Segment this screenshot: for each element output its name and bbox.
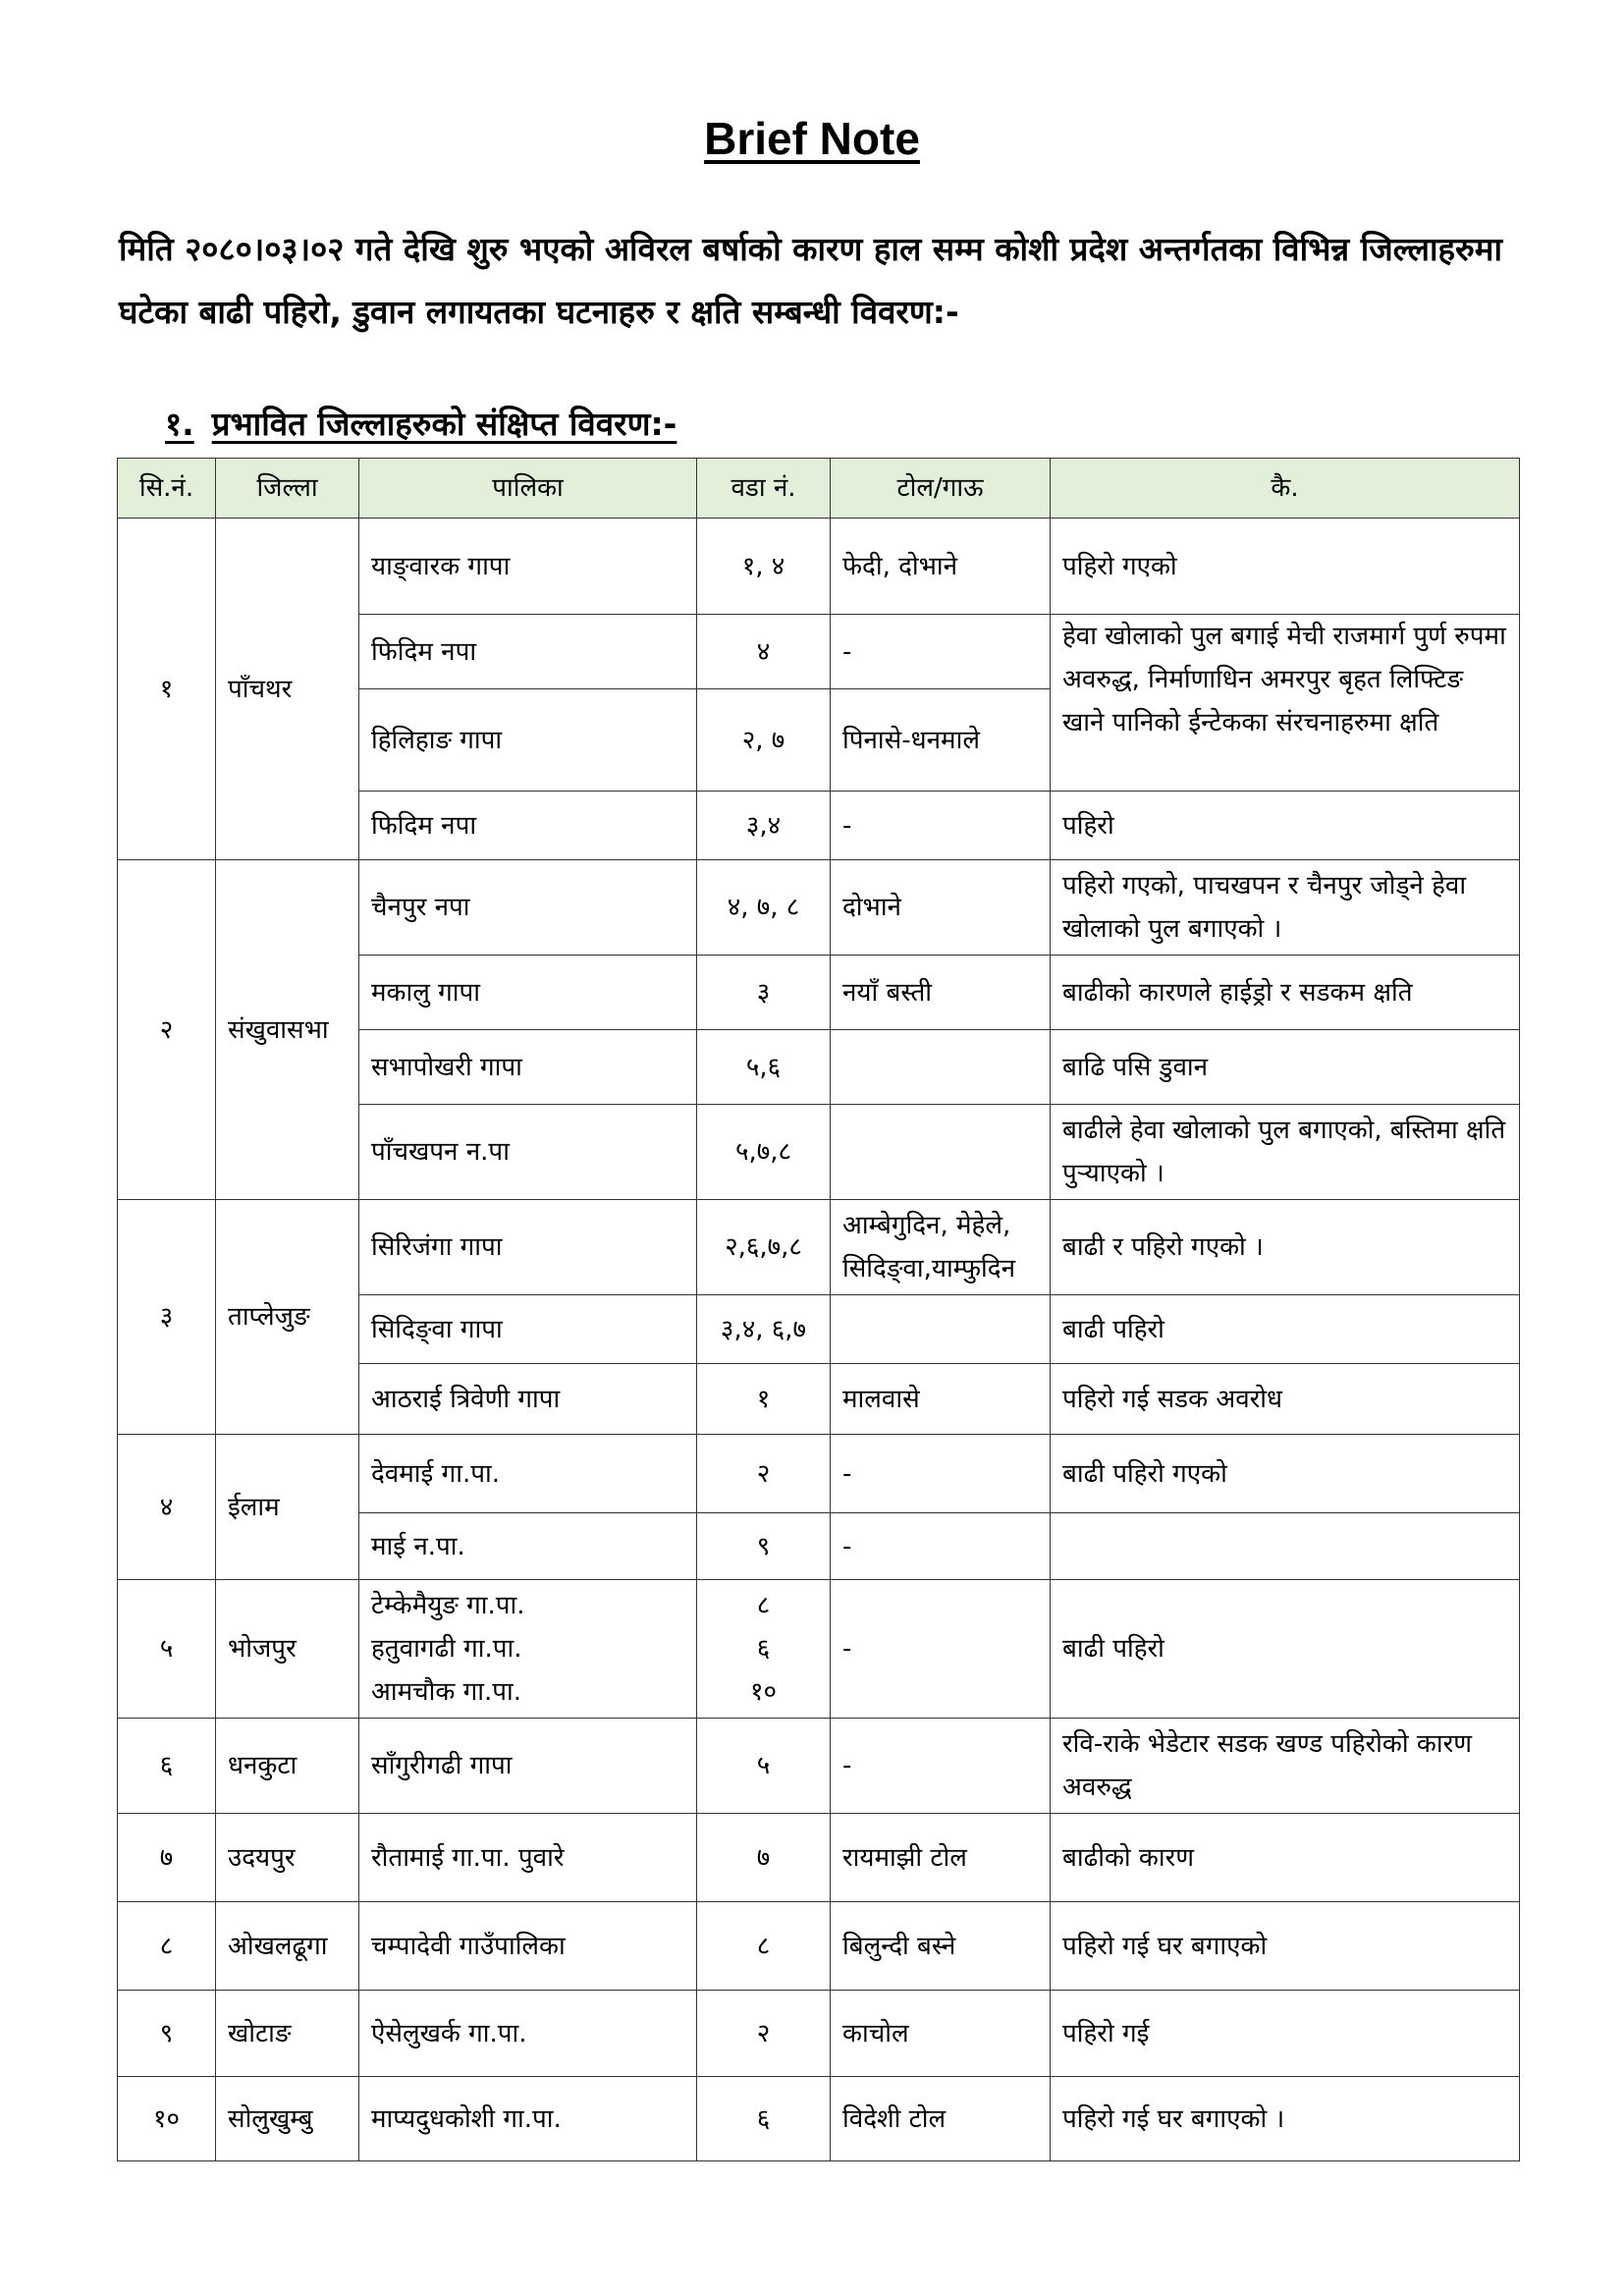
affected-districts-table [117, 458, 1520, 2161]
header-sn: सि.नं. [118, 459, 216, 519]
cell-sn: ३ [118, 1200, 216, 1435]
cell-remarks: पहिरो गई घर बगाएको [1051, 1902, 1520, 1991]
cell-ward: २ [697, 1991, 831, 2077]
cell-sn: ४ [118, 1435, 216, 1580]
cell-tole: आम्बेगुदिन, मेहेले, सिदिङ्वा,याम्फुदिन [831, 1200, 1051, 1295]
cell-district: धनकुटा [216, 1719, 359, 1814]
cell-sn: ७ [118, 1814, 216, 1902]
cell-remarks: हेवा खोलाको पुल बगाई मेची राजमार्ग पुर्ण रुपमा अवरुद्ध, निर्माणाधिन अमरपुर बृहत लिफ्टिङ खाने पानिको ईन्टेकका संरचनाहरुमा क्षति [1051, 615, 1520, 792]
cell-palika: मकालु गापा [359, 956, 697, 1030]
palika-line: हतुवागढी गा.पा. [371, 1634, 522, 1664]
cell-tole: मालवासे [831, 1364, 1051, 1435]
page-title: Brief Note [704, 113, 920, 164]
cell-tole: बिलुन्दी बस्ने [831, 1902, 1051, 1991]
cell-tole: फेदी, दोभाने [831, 519, 1051, 615]
table-row [118, 1719, 1520, 1814]
cell-tole: - [831, 792, 1051, 860]
cell-tole: विदेशी टोल [831, 2077, 1051, 2161]
cell-remarks: बाढी पहिरो गएको [1051, 1435, 1520, 1513]
table-row [118, 519, 1520, 615]
cell-remarks: पहिरो गएको, पाचखपन र चैनपुर जोड्ने हेवा खोलाको पुल बगाएको । [1051, 860, 1520, 956]
cell-palika: देवमाई गा.पा. [359, 1435, 697, 1513]
header-district: जिल्ला [216, 459, 359, 519]
cell-remarks: पहिरो गई घर बगाएको । [1051, 2077, 1520, 2161]
cell-palika: याङ्वारक गापा [359, 519, 697, 615]
cell-sn: ९ [118, 1991, 216, 2077]
cell-palika: चम्पादेवी गाउँपालिका [359, 1902, 697, 1991]
cell-ward: ९ [697, 1513, 831, 1580]
cell-remarks: बाढी र पहिरो गएको । [1051, 1200, 1520, 1295]
cell-remarks [1051, 1513, 1520, 1580]
cell-remarks: पहिरो [1051, 792, 1520, 860]
cell-district: उदयपुर [216, 1814, 359, 1902]
ward-line: ८ [756, 1591, 771, 1620]
ward-line: ६ [756, 1634, 771, 1664]
table-row [118, 1580, 1520, 1719]
cell-district: संखुवासभा [216, 860, 359, 1200]
header-remarks: कै. [1051, 459, 1520, 519]
cell-ward: १, ४ [697, 519, 831, 615]
header-palika: पालिका [359, 459, 697, 519]
cell-remarks: बाढीको कारण [1051, 1814, 1520, 1902]
cell-remarks: बाढीले हेवा खोलाको पुल बगाएको, बस्तिमा क्षति पुऱ्याएको । [1051, 1105, 1520, 1200]
cell-ward: ६ [697, 2077, 831, 2161]
cell-district: पाँचथर [216, 519, 359, 860]
cell-palika: रौतामाई गा.पा. पुवारे [359, 1814, 697, 1902]
cell-tole: नयाँ बस्ती [831, 956, 1051, 1030]
cell-tole: रायमाझी टोल [831, 1814, 1051, 1902]
cell-remarks: बाढी पहिरो [1051, 1580, 1520, 1719]
cell-palika: फिदिम नपा [359, 792, 697, 860]
cell-remarks: रवि-राके भेडेटार सडक खण्ड पहिरोको कारण अवरुद्ध [1051, 1719, 1520, 1814]
cell-remarks: पहिरो गई सडक अवरोध [1051, 1364, 1520, 1435]
table-row [118, 1814, 1520, 1902]
cell-sn: ६ [118, 1719, 216, 1814]
cell-ward: ४ [697, 615, 831, 689]
header-ward: वडा नं. [697, 459, 831, 519]
cell-district: ओखलढूगा [216, 1902, 359, 1991]
table-header-row [118, 459, 1520, 519]
cell-ward: ३,४ [697, 792, 831, 860]
cell-ward: ५,६ [697, 1030, 831, 1105]
cell-tole [831, 1295, 1051, 1364]
cell-tole [831, 1030, 1051, 1105]
cell-tole: - [831, 1435, 1051, 1513]
table-row [118, 2077, 1520, 2161]
cell-district: सोलुखुम्बु [216, 2077, 359, 2161]
cell-ward: ३ [697, 956, 831, 1030]
section-title: प्रभावित जिल्लाहरुको संक्षिप्त विवरण:- [211, 405, 677, 443]
cell-sn: ८ [118, 1902, 216, 1991]
cell-ward: २, ७ [697, 689, 831, 792]
cell-palika: माप्यदुधकोशी गा.पा. [359, 2077, 697, 2161]
cell-tole: - [831, 1719, 1051, 1814]
cell-remarks: बाढि पसि डुवान [1051, 1030, 1520, 1105]
intro-paragraph: मिति २०८०।०३।०२ गते देखि शुरु भएको अविरल बर्षाको कारण हाल सम्म कोशी प्रदेश अन्तर्गतका विभिन्न जिल्लाहरुमा घटेका बाढी पहिरो, डुवान लगायतका घटनाहरु र क्षति सम्बन्धी विवरण:- [119, 230, 1503, 331]
section-number: १. [165, 405, 194, 443]
header-tole: टोल/गाऊ [831, 459, 1051, 519]
cell-ward: ५ [697, 1719, 831, 1814]
section-heading [165, 401, 677, 445]
cell-ward: २ [697, 1435, 831, 1513]
palika-line: टेम्केमैयुङ गा.पा. [371, 1591, 525, 1620]
cell-palika: चैनपुर नपा [359, 860, 697, 956]
ward-line: १० [749, 1677, 778, 1707]
cell-sn: ५ [118, 1580, 216, 1719]
cell-sn: २ [118, 860, 216, 1200]
palika-line: आमचौक गा.पा. [371, 1677, 522, 1707]
cell-palika [359, 1580, 697, 1719]
cell-ward: ५,७,८ [697, 1105, 831, 1200]
cell-tole: काचोल [831, 1991, 1051, 2077]
cell-palika: सभापोखरी गापा [359, 1030, 697, 1105]
cell-palika: सिरिजंगा गापा [359, 1200, 697, 1295]
cell-remarks: बाढीको कारणले हाईड्रो र सडकम क्षति [1051, 956, 1520, 1030]
cell-ward: १ [697, 1364, 831, 1435]
cell-tole [831, 1105, 1051, 1200]
cell-remarks: बाढी पहिरो [1051, 1295, 1520, 1364]
cell-district: भोजपुर [216, 1580, 359, 1719]
cell-ward: ३,४, ६,७ [697, 1295, 831, 1364]
cell-ward: २,६,७,८ [697, 1200, 831, 1295]
cell-tole: - [831, 615, 1051, 689]
cell-palika: पाँचखपन न.पा [359, 1105, 697, 1200]
table-row [118, 1200, 1520, 1295]
cell-tole: - [831, 1513, 1051, 1580]
cell-remarks: पहिरो गई [1051, 1991, 1520, 2077]
cell-ward: ७ [697, 1814, 831, 1902]
cell-sn: १ [118, 519, 216, 860]
cell-palika: ऐसेलुखर्क गा.पा. [359, 1991, 697, 2077]
cell-ward [697, 1580, 831, 1719]
cell-sn: १० [118, 2077, 216, 2161]
table-row [118, 1902, 1520, 1991]
table-row [118, 1435, 1520, 1513]
cell-palika: माई न.पा. [359, 1513, 697, 1580]
cell-remarks: पहिरो गएको [1051, 519, 1520, 615]
cell-district: ईलाम [216, 1435, 359, 1580]
cell-ward: ८ [697, 1902, 831, 1991]
table-row [118, 1991, 1520, 2077]
cell-tole: - [831, 1580, 1051, 1719]
cell-palika: फिदिम नपा [359, 615, 697, 689]
cell-tole: पिनासे-धनमाले [831, 689, 1051, 792]
cell-tole: दोभाने [831, 860, 1051, 956]
cell-palika: हिलिहाङ गापा [359, 689, 697, 792]
cell-palika: सिदिङ्वा गापा [359, 1295, 697, 1364]
cell-district: ताप्लेजुङ [216, 1200, 359, 1435]
cell-palika: आठराई त्रिवेणी गापा [359, 1364, 697, 1435]
cell-ward: ४, ७, ८ [697, 860, 831, 956]
table-row [118, 860, 1520, 956]
cell-district: खोटाङ [216, 1991, 359, 2077]
cell-palika: साँगुरीगढी गापा [359, 1719, 697, 1814]
